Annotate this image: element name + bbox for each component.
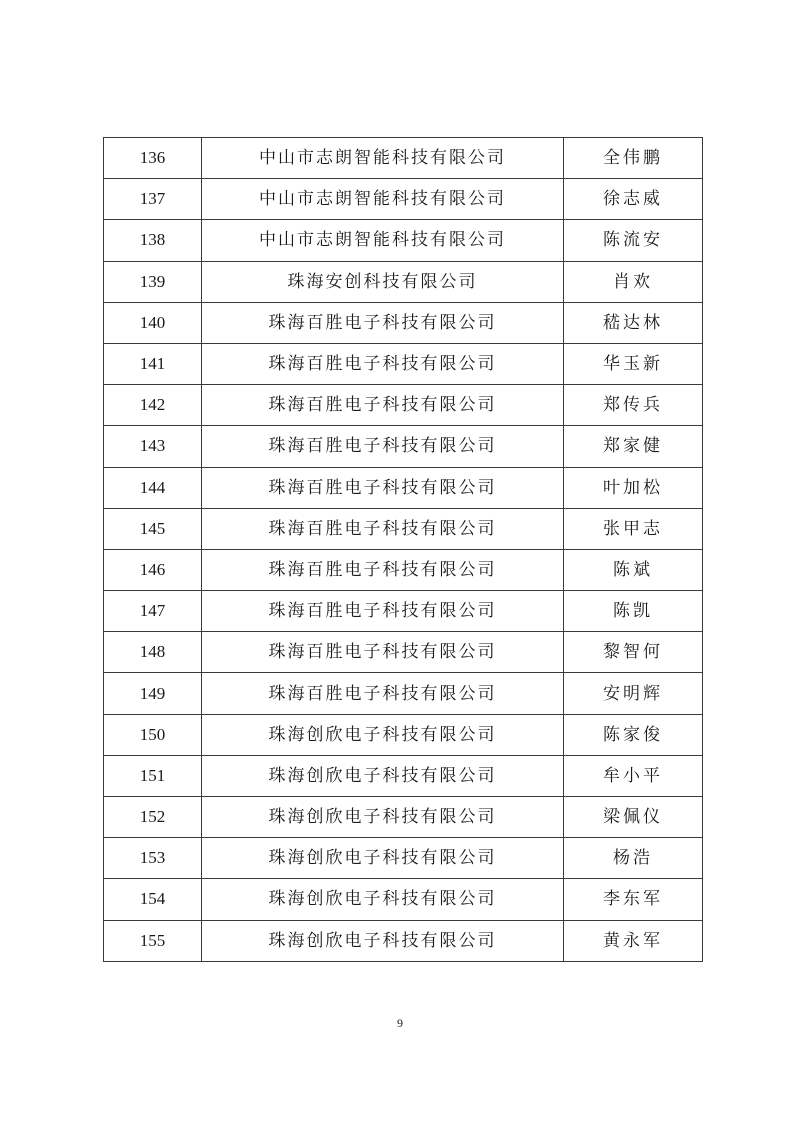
- table-row: [104, 632, 703, 673]
- table-row: [104, 179, 703, 220]
- page-number: 9: [397, 1016, 403, 1030]
- company-name-cell: 珠海创欣电子科技有限公司: [202, 920, 564, 961]
- person-name-cell: 黄永军: [564, 920, 703, 961]
- table-row: [104, 343, 703, 384]
- row-number-cell: 151: [104, 755, 202, 796]
- person-name-cell: 安明辉: [564, 673, 703, 714]
- person-name-cell: 杨浩: [564, 838, 703, 879]
- person-name-cell: 郑传兵: [564, 385, 703, 426]
- table-row: [104, 508, 703, 549]
- company-name-cell: 珠海百胜电子科技有限公司: [202, 343, 564, 384]
- row-number-cell: 137: [104, 179, 202, 220]
- company-name-cell: 珠海百胜电子科技有限公司: [202, 673, 564, 714]
- table-row: [104, 714, 703, 755]
- table-row: [104, 797, 703, 838]
- row-number-cell: 154: [104, 879, 202, 920]
- company-name-cell: 珠海百胜电子科技有限公司: [202, 508, 564, 549]
- table-row: [104, 467, 703, 508]
- row-number-cell: 140: [104, 302, 202, 343]
- table-row: [104, 261, 703, 302]
- table-row: [104, 591, 703, 632]
- company-name-cell: 珠海百胜电子科技有限公司: [202, 426, 564, 467]
- person-name-cell: 黎智何: [564, 632, 703, 673]
- row-number-cell: 155: [104, 920, 202, 961]
- company-name-cell: 珠海百胜电子科技有限公司: [202, 302, 564, 343]
- company-name-cell: 珠海创欣电子科技有限公司: [202, 797, 564, 838]
- company-name-cell: 珠海百胜电子科技有限公司: [202, 591, 564, 632]
- row-number-cell: 150: [104, 714, 202, 755]
- company-name-cell: 中山市志朗智能科技有限公司: [202, 138, 564, 179]
- company-name-cell: 珠海创欣电子科技有限公司: [202, 755, 564, 796]
- company-name-cell: 珠海创欣电子科技有限公司: [202, 879, 564, 920]
- person-name-cell: 华玉新: [564, 343, 703, 384]
- person-name-cell: 叶加松: [564, 467, 703, 508]
- company-name-cell: 珠海创欣电子科技有限公司: [202, 714, 564, 755]
- table-row: [104, 838, 703, 879]
- company-name-cell: 中山市志朗智能科技有限公司: [202, 220, 564, 261]
- person-name-cell: 肖欢: [564, 261, 703, 302]
- person-name-cell: 牟小平: [564, 755, 703, 796]
- row-number-cell: 146: [104, 549, 202, 590]
- company-name-cell: 珠海安创科技有限公司: [202, 261, 564, 302]
- row-number-cell: 148: [104, 632, 202, 673]
- row-number-cell: 149: [104, 673, 202, 714]
- company-name-cell: 珠海创欣电子科技有限公司: [202, 838, 564, 879]
- company-name-cell: 珠海百胜电子科技有限公司: [202, 385, 564, 426]
- person-name-cell: 梁佩仪: [564, 797, 703, 838]
- person-name-cell: 徐志威: [564, 179, 703, 220]
- person-name-cell: 陈家俊: [564, 714, 703, 755]
- roster-table: [103, 137, 703, 962]
- person-name-cell: 陈流安: [564, 220, 703, 261]
- person-name-cell: 全伟鹏: [564, 138, 703, 179]
- row-number-cell: 139: [104, 261, 202, 302]
- person-name-cell: 李东军: [564, 879, 703, 920]
- table-row: [104, 920, 703, 961]
- company-name-cell: 珠海百胜电子科技有限公司: [202, 632, 564, 673]
- person-name-cell: 陈凯: [564, 591, 703, 632]
- person-name-cell: 郑家健: [564, 426, 703, 467]
- table-row: [104, 879, 703, 920]
- row-number-cell: 142: [104, 385, 202, 426]
- row-number-cell: 143: [104, 426, 202, 467]
- row-number-cell: 145: [104, 508, 202, 549]
- row-number-cell: 147: [104, 591, 202, 632]
- row-number-cell: 153: [104, 838, 202, 879]
- person-name-cell: 嵇达林: [564, 302, 703, 343]
- row-number-cell: 136: [104, 138, 202, 179]
- table-row: [104, 138, 703, 179]
- row-number-cell: 152: [104, 797, 202, 838]
- table-row: [104, 673, 703, 714]
- row-number-cell: 144: [104, 467, 202, 508]
- person-name-cell: 陈斌: [564, 549, 703, 590]
- table-row: [104, 549, 703, 590]
- row-number-cell: 138: [104, 220, 202, 261]
- table-row: [104, 426, 703, 467]
- table-row: [104, 755, 703, 796]
- company-name-cell: 中山市志朗智能科技有限公司: [202, 179, 564, 220]
- table-row: [104, 385, 703, 426]
- company-name-cell: 珠海百胜电子科技有限公司: [202, 549, 564, 590]
- row-number-cell: 141: [104, 343, 202, 384]
- roster-table-body: [104, 138, 703, 962]
- person-name-cell: 张甲志: [564, 508, 703, 549]
- table-row: [104, 302, 703, 343]
- table-row: [104, 220, 703, 261]
- company-name-cell: 珠海百胜电子科技有限公司: [202, 467, 564, 508]
